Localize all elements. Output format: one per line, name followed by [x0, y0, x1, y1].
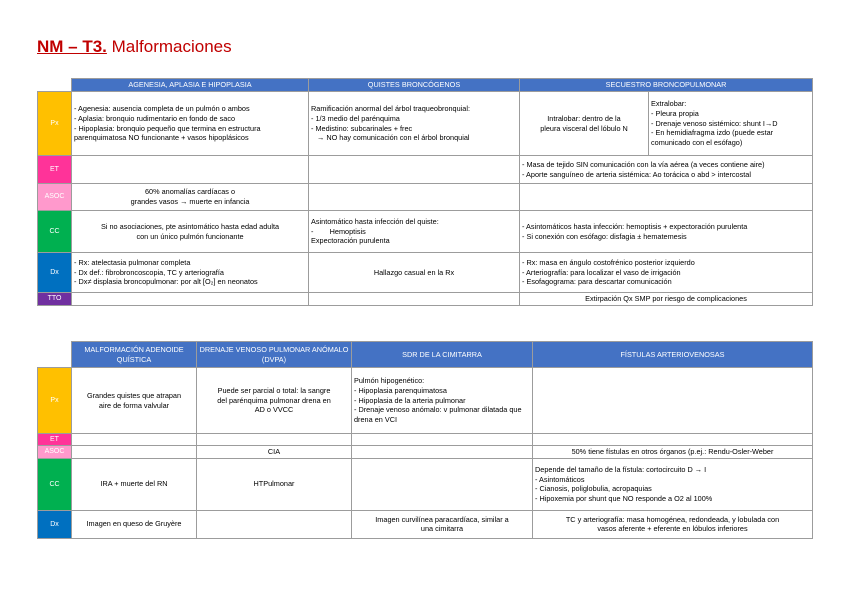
row-label-asoc: ASOC — [38, 184, 72, 211]
text-line: del parénquima pulmonar drena en — [217, 395, 331, 405]
malformations-table-1 — [37, 78, 813, 306]
cell-cimitarra-et — [352, 434, 533, 446]
text-line: - Dx≠ displasia broncopulmonar: por alt [O₂] en neonatos — [74, 277, 258, 287]
text-line: Imagen curvilínea paracardíaca, similar a — [375, 514, 509, 524]
cell-quistes-asoc — [309, 184, 520, 211]
text-line: - Agenesia: ausencia completa de un pulmón o ambos — [74, 103, 250, 113]
cell-dvpa-dx — [197, 510, 352, 538]
text-line: - Medistino: subcarinales + frec — [311, 123, 413, 133]
cell-dvpa-cc: HTPulmonar — [197, 458, 352, 510]
table1-header-row — [38, 79, 813, 92]
cell-dvpa-et — [197, 434, 352, 446]
text-line: Pulmón hipogenético: — [354, 375, 425, 385]
text-line: - Rx: atelectasia pulmonar completa — [74, 257, 191, 267]
text-line: - Si conexión con esófago: disfagia ± hematemesis — [522, 231, 687, 241]
row-label-et: ET — [38, 434, 72, 446]
table2-row-et — [38, 434, 813, 446]
text-line: 60% anomalías cardíacas o — [144, 187, 236, 197]
row-label-cc: CC — [38, 211, 72, 253]
text-line: - Esofagograma: para descartar comunicación — [522, 277, 672, 287]
text-line: - Drenaje venoso sistémico: shunt I→D — [651, 118, 778, 128]
text-line: vasos aferente + eferente en lóbulos inferiores — [597, 524, 748, 534]
cell-cimitarra-dx — [352, 510, 533, 538]
text-line: Puede ser parcial o total: la sangre — [217, 385, 331, 395]
cell-agenesia-cc — [72, 211, 309, 253]
table2-row-asoc — [38, 446, 813, 459]
text-line: - Dx def.: fibrobroncoscopia, TC y arteriografía — [74, 267, 224, 277]
cell-secuestro-tto: Extirpación Qx SMP por riesgo de complicaciones — [520, 293, 813, 306]
text-line: con un único pulmón funcionante — [136, 231, 244, 241]
cell-quistes-et — [309, 156, 520, 184]
row-label-dx: Dx — [38, 253, 72, 293]
text-line: una cimitarra — [420, 524, 464, 534]
text-line: Grandes quistes que atrapan — [86, 390, 182, 400]
text-line: aire de forma valvular — [98, 400, 170, 410]
text-line: - Cianosis, poliglobulia, acropaquias — [535, 484, 652, 494]
text-line: Expectoración purulenta — [311, 236, 390, 246]
cell-adenoide-et — [72, 434, 197, 446]
cell-secuestro-dx — [520, 253, 813, 293]
text-line: - Arteriografía: para localizar el vaso de irrigación — [522, 267, 681, 277]
cell-cimitarra-asoc — [352, 446, 533, 459]
text-line: - Hipoplasia parenquimatosa — [354, 385, 447, 395]
cell-cimitarra-cc — [352, 458, 533, 510]
cell-adenoide-dx: Imagen en queso de Gruyère — [72, 510, 197, 538]
row-label-dx: Dx — [38, 510, 72, 538]
text-line: Depende del tamaño de la fístula: cortocircuito D → I — [535, 464, 707, 474]
row-label-px: Px — [38, 92, 72, 156]
cell-agenesia-px — [72, 92, 309, 156]
cell-dvpa-asoc: CIA — [197, 446, 352, 459]
table2-row-dx — [38, 510, 813, 538]
cell-adenoide-cc: IRA + muerte del RN — [72, 458, 197, 510]
text-line: - Asintomáticos — [535, 474, 585, 484]
table1-row-dx — [38, 253, 813, 293]
row-label-asoc: ASOC — [38, 446, 72, 459]
cell-quistes-px — [309, 92, 520, 156]
cell-agenesia-et — [72, 156, 309, 184]
cell-agenesia-tto — [72, 293, 309, 306]
col-header-cimitarra: SDR DE LA CIMITARRA — [352, 342, 533, 368]
page-title — [37, 37, 232, 57]
text-line: - Asintomáticos hasta infección: hemoptisis + expectoración purulenta — [522, 221, 748, 231]
cell-cimitarra-px — [352, 368, 533, 434]
row-label-et: ET — [38, 156, 72, 184]
text-line: - En hemidiafragma izdo (puede estar comunicado con el esófago) — [651, 128, 776, 148]
text-line: grandes vasos → muerte en infancia — [130, 197, 250, 206]
text-line: - Masa de tejido SIN comunicación con la vía aérea (a veces contiene aire) — [522, 159, 765, 169]
cell-quistes-tto — [309, 293, 520, 306]
cell-fistulas-asoc: 50% tiene fístulas en otros órganos (p.ej.: Rendu-Osler-Weber — [533, 446, 813, 459]
table1-row-tto — [38, 293, 813, 306]
row-label-cc: CC — [38, 458, 72, 510]
text-line: - Hemoptisis — [311, 226, 366, 236]
text-line: - Aplasia: bronquio rudimentario en fondo de saco — [74, 113, 236, 123]
cell-secuestro-cc — [520, 211, 813, 253]
row-label-px: Px — [38, 368, 72, 434]
text-line: TC y arteriografía: masa homogénea, redondeada, y lobulada con — [565, 514, 780, 524]
text-line: Intralobar: dentro de la — [547, 113, 621, 123]
table2-row-cc — [38, 458, 813, 510]
text-line: - Hipoxemia por shunt que NO responde a O2 al 100% — [535, 494, 713, 504]
table2-header-row — [38, 342, 813, 368]
text-line: - Hipoplasia de la arteria pulmonar — [354, 395, 466, 405]
cell-secuestro-et — [520, 156, 813, 184]
text-line: Ramificación anormal del árbol traqueobronquial: — [311, 103, 470, 113]
title-text: Malformaciones — [111, 37, 232, 56]
text-line: → NO hay comunicación con el árbol bronquial — [317, 133, 470, 143]
text-line: pleura visceral del lóbulo N — [540, 123, 628, 133]
text-line: - Drenaje venoso anómalo: v pulmonar dilatada que drena en VCI — [354, 405, 524, 425]
table1-row-asoc — [38, 184, 813, 211]
text-line: AD o VVCC — [254, 405, 294, 415]
col-header-dvpa: DRENAJE VENOSO PULMONAR ANÓMALO (DVPA) — [197, 342, 352, 368]
col-header-adenoide: MALFORMACIÓN ADENOIDE QUÍSTICA — [72, 342, 197, 368]
cell-fistulas-dx — [533, 510, 813, 538]
cell-quistes-dx: Hallazgo casual en la Rx — [309, 253, 520, 293]
table1-row-px — [38, 92, 813, 156]
col-header-secuestro: SECUESTRO BRONCOPULMONAR — [520, 79, 813, 92]
row-label-tto: TTO — [38, 293, 72, 306]
cell-extralobar-px — [649, 92, 813, 156]
text-line: - Pleura propia — [651, 108, 699, 118]
cell-agenesia-asoc — [72, 184, 309, 211]
cell-fistulas-et — [533, 434, 813, 446]
text-line: - Aporte sanguíneo de arteria sistémica: Ao torácica o abd > intercostal — [522, 169, 751, 179]
text-line: Si no asociaciones, pte asintomático hasta edad adulta — [100, 221, 280, 231]
cell-secuestro-asoc — [520, 184, 813, 211]
text-line: Extralobar: — [651, 98, 687, 108]
text-line: - Hipoplasia: bronquio pequeño que termina en estructura parenquimatosa NO funcionante + vasos hipoplásicos — [74, 123, 263, 143]
cell-fistulas-cc — [533, 458, 813, 510]
cell-adenoide-asoc — [72, 446, 197, 459]
table1-row-cc — [38, 211, 813, 253]
title-code: NM – T3. — [37, 37, 107, 56]
cell-dvpa-px — [197, 368, 352, 434]
table2-row-px — [38, 368, 813, 434]
cell-fistulas-px — [533, 368, 813, 434]
col-header-agenesia: AGENESIA, APLASIA E HIPOPLASIA — [72, 79, 309, 92]
cell-agenesia-dx — [72, 253, 309, 293]
col-header-quistes: QUISTES BRONCÓGENOS — [309, 79, 520, 92]
cell-quistes-cc — [309, 211, 520, 253]
cell-intralobar-px — [520, 92, 649, 156]
text-line: Asintomático hasta infección del quiste: — [311, 216, 439, 226]
malformations-table-2 — [37, 341, 813, 539]
cell-adenoide-px — [72, 368, 197, 434]
text-line: - 1/3 medio del parénquima — [311, 113, 400, 123]
text-line: - Rx: masa en ángulo costofrénico posterior izquierdo — [522, 257, 695, 267]
col-header-fistulas: FÍSTULAS ARTERIOVENOSAS — [533, 342, 813, 368]
table1-row-et — [38, 156, 813, 184]
